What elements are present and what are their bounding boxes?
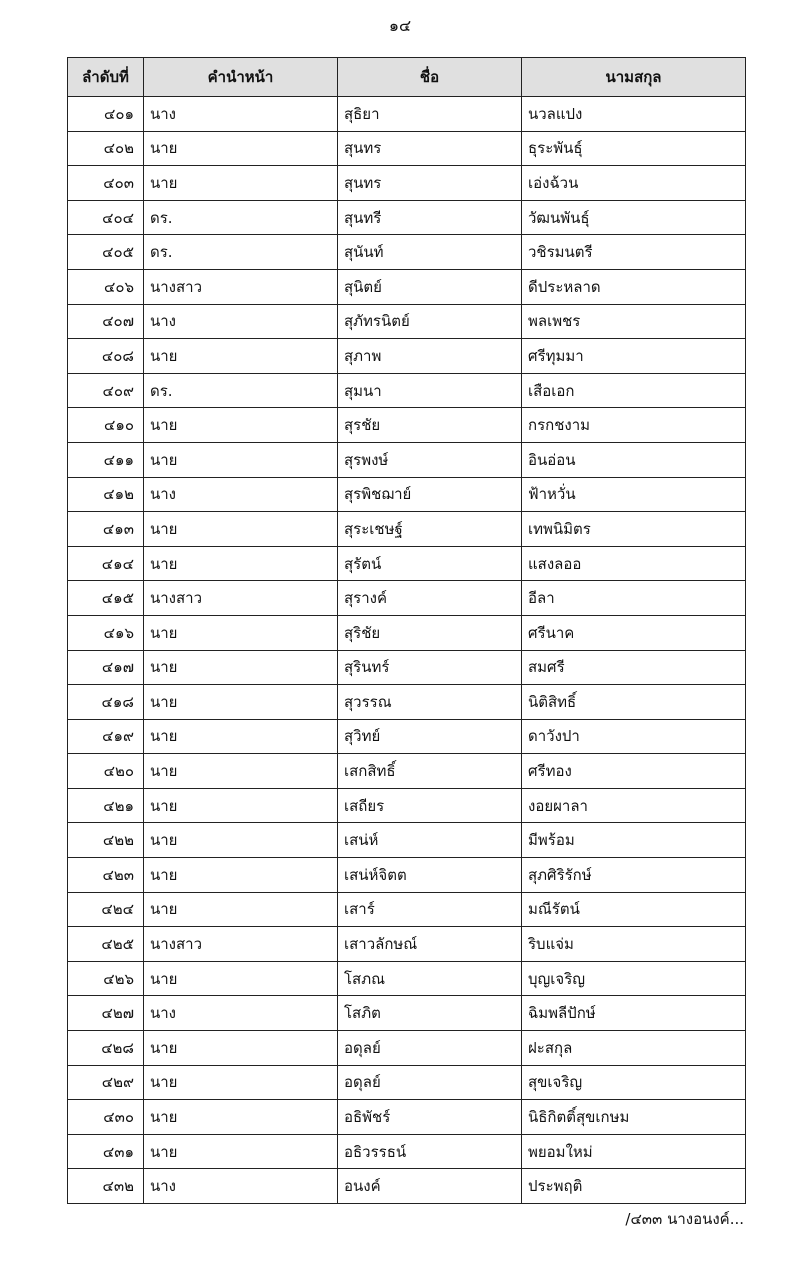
- table-row: [68, 408, 746, 443]
- table-row: [68, 1134, 746, 1169]
- last-name-cell: ฝะสกุล: [522, 1031, 746, 1066]
- table-row: [68, 927, 746, 962]
- last-name-cell: สุขเจริญ: [522, 1065, 746, 1100]
- table-row: [68, 788, 746, 823]
- table-row: [68, 269, 746, 304]
- order-cell: ๔๐๓: [68, 166, 144, 201]
- first-name-cell: อนงค์: [338, 1169, 522, 1204]
- last-name-cell: ประพฤติ: [522, 1169, 746, 1204]
- first-name-cell: สุระเชษฐ์: [338, 512, 522, 547]
- table-row: [68, 892, 746, 927]
- title-cell: นาง: [144, 97, 338, 132]
- order-cell: ๔๒๕: [68, 927, 144, 962]
- title-cell: นาย: [144, 719, 338, 754]
- order-cell: ๔๐๖: [68, 269, 144, 304]
- title-cell: นาย: [144, 754, 338, 789]
- first-name-cell: สุธิยา: [338, 97, 522, 132]
- order-cell: ๔๓๒: [68, 1169, 144, 1204]
- title-cell: นาย: [144, 892, 338, 927]
- last-name-cell: บุญเจริญ: [522, 961, 746, 996]
- title-cell: นาย: [144, 131, 338, 166]
- first-name-cell: เสาร์: [338, 892, 522, 927]
- order-cell: ๔๐๔: [68, 200, 144, 235]
- order-cell: ๔๓๑: [68, 1134, 144, 1169]
- table-row: [68, 719, 746, 754]
- last-name-cell: ศรีทอง: [522, 754, 746, 789]
- title-cell: นาย: [144, 546, 338, 581]
- table-row: [68, 650, 746, 685]
- table-row: [68, 235, 746, 270]
- first-name-cell: สุนทรี: [338, 200, 522, 235]
- first-name-cell: เสน่ห์: [338, 823, 522, 858]
- title-cell: นาย: [144, 1031, 338, 1066]
- first-name-cell: สุวิทย์: [338, 719, 522, 754]
- title-cell: นาง: [144, 304, 338, 339]
- first-name-cell: สุภัทรนิตย์: [338, 304, 522, 339]
- table-row: [68, 1100, 746, 1135]
- title-cell: นาย: [144, 650, 338, 685]
- title-cell: นาย: [144, 442, 338, 477]
- title-cell: นาย: [144, 1100, 338, 1135]
- first-name-cell: อธิวรรธน์: [338, 1134, 522, 1169]
- order-cell: ๔๐๒: [68, 131, 144, 166]
- title-cell: นางสาว: [144, 581, 338, 616]
- title-cell: นาง: [144, 477, 338, 512]
- first-name-cell: เสาวลักษณ์: [338, 927, 522, 962]
- first-name-cell: สุนันท์: [338, 235, 522, 270]
- order-cell: ๔๒๖: [68, 961, 144, 996]
- first-name-cell: เสถียร: [338, 788, 522, 823]
- table-row: [68, 754, 746, 789]
- table-row: [68, 166, 746, 201]
- last-name-cell: เสือเอก: [522, 373, 746, 408]
- table-row: [68, 1169, 746, 1204]
- order-cell: ๔๐๘: [68, 339, 144, 374]
- last-name-cell: ศรีทุมมา: [522, 339, 746, 374]
- first-name-cell: สุรัตน์: [338, 546, 522, 581]
- last-name-cell: ริบแจ่ม: [522, 927, 746, 962]
- order-cell: ๔๐๗: [68, 304, 144, 339]
- last-name-cell: เทพนิมิตร: [522, 512, 746, 547]
- header-first-name: ชื่อ: [338, 58, 522, 97]
- last-name-cell: ฉิมพลีปักษ์: [522, 996, 746, 1031]
- order-cell: ๔๑๓: [68, 512, 144, 547]
- first-name-cell: สุรพงษ์: [338, 442, 522, 477]
- title-cell: นาย: [144, 512, 338, 547]
- last-name-cell: พลเพชร: [522, 304, 746, 339]
- header-title: คำนำหน้า: [144, 58, 338, 97]
- order-cell: ๔๒๔: [68, 892, 144, 927]
- order-cell: ๔๒๓: [68, 858, 144, 893]
- last-name-cell: ดีประหลาด: [522, 269, 746, 304]
- first-name-cell: อดุลย์: [338, 1065, 522, 1100]
- last-name-cell: งอยผาลา: [522, 788, 746, 823]
- table-row: [68, 615, 746, 650]
- first-name-cell: สุรินทร์: [338, 650, 522, 685]
- title-cell: นาย: [144, 166, 338, 201]
- title-cell: นาย: [144, 685, 338, 720]
- last-name-cell: นิธิกิตติ์สุขเกษม: [522, 1100, 746, 1135]
- first-name-cell: สุนทร: [338, 166, 522, 201]
- first-name-cell: สุภาพ: [338, 339, 522, 374]
- title-cell: นาย: [144, 961, 338, 996]
- title-cell: นาย: [144, 1134, 338, 1169]
- table-row: [68, 961, 746, 996]
- last-name-cell: ธุระพันธุ์: [522, 131, 746, 166]
- header-last-name: นามสกุล: [522, 58, 746, 97]
- last-name-cell: วัฒนพันธุ์: [522, 200, 746, 235]
- first-name-cell: สุนทร: [338, 131, 522, 166]
- last-name-cell: ฟ้าหวั่น: [522, 477, 746, 512]
- table-row: [68, 546, 746, 581]
- order-cell: ๔๑๒: [68, 477, 144, 512]
- first-name-cell: อดุลย์: [338, 1031, 522, 1066]
- title-cell: นาง: [144, 996, 338, 1031]
- table-row: [68, 373, 746, 408]
- order-cell: ๔๑๖: [68, 615, 144, 650]
- title-cell: นาย: [144, 788, 338, 823]
- first-name-cell: สุนิตย์: [338, 269, 522, 304]
- order-cell: ๔๑๕: [68, 581, 144, 616]
- title-cell: นางสาว: [144, 927, 338, 962]
- order-cell: ๔๐๙: [68, 373, 144, 408]
- header-order: ลำดับที่: [68, 58, 144, 97]
- title-cell: ดร.: [144, 200, 338, 235]
- title-cell: ดร.: [144, 235, 338, 270]
- order-cell: ๔๒๐: [68, 754, 144, 789]
- last-name-cell: ศรีนาค: [522, 615, 746, 650]
- last-name-cell: วชิรมนตรี: [522, 235, 746, 270]
- title-cell: นาย: [144, 408, 338, 443]
- table-row: [68, 131, 746, 166]
- last-name-cell: อินอ่อน: [522, 442, 746, 477]
- first-name-cell: โสภิต: [338, 996, 522, 1031]
- title-cell: นางสาว: [144, 269, 338, 304]
- table-row: [68, 442, 746, 477]
- table-row: [68, 304, 746, 339]
- last-name-cell: เอ่งฉ้วน: [522, 166, 746, 201]
- last-name-cell: พยอมใหม่: [522, 1134, 746, 1169]
- title-cell: นาย: [144, 615, 338, 650]
- last-name-cell: อีลา: [522, 581, 746, 616]
- page-number: ๑๔: [388, 16, 412, 35]
- order-cell: ๔๒๗: [68, 996, 144, 1031]
- table-row: [68, 685, 746, 720]
- order-cell: ๔๐๑: [68, 97, 144, 132]
- order-cell: ๔๐๕: [68, 235, 144, 270]
- title-cell: นาย: [144, 339, 338, 374]
- title-cell: นาย: [144, 823, 338, 858]
- order-cell: ๔๒๒: [68, 823, 144, 858]
- first-name-cell: อธิพัชร์: [338, 1100, 522, 1135]
- table-row: [68, 581, 746, 616]
- first-name-cell: สุมนา: [338, 373, 522, 408]
- table-row: [68, 823, 746, 858]
- order-cell: ๔๑๔: [68, 546, 144, 581]
- first-name-cell: เสกสิทธิ์: [338, 754, 522, 789]
- order-cell: ๔๒๙: [68, 1065, 144, 1100]
- last-name-cell: มีพร้อม: [522, 823, 746, 858]
- table-row: [68, 477, 746, 512]
- order-cell: ๔๓๐: [68, 1100, 144, 1135]
- table-row: [68, 512, 746, 547]
- table-row: [68, 200, 746, 235]
- last-name-cell: สุภศิริรักษ์: [522, 858, 746, 893]
- order-cell: ๔๒๑: [68, 788, 144, 823]
- name-roster-table: [67, 57, 746, 1204]
- title-cell: ดร.: [144, 373, 338, 408]
- order-cell: ๔๑๗: [68, 650, 144, 685]
- table-row: [68, 996, 746, 1031]
- table-body: [68, 97, 746, 1204]
- first-name-cell: สุรพิชฌาย์: [338, 477, 522, 512]
- order-cell: ๔๑๙: [68, 719, 144, 754]
- last-name-cell: สมศรี: [522, 650, 746, 685]
- order-cell: ๔๒๘: [68, 1031, 144, 1066]
- table-row: [68, 339, 746, 374]
- title-cell: นาย: [144, 1065, 338, 1100]
- last-name-cell: แสงลออ: [522, 546, 746, 581]
- order-cell: ๔๑๑: [68, 442, 144, 477]
- table-row: [68, 97, 746, 132]
- last-name-cell: นิติสิทธิ์: [522, 685, 746, 720]
- last-name-cell: กรกชงาม: [522, 408, 746, 443]
- title-cell: นาย: [144, 858, 338, 893]
- continuation-note: /๔๓๓ นางอนงค์...: [625, 1210, 744, 1228]
- table-row: [68, 1065, 746, 1100]
- order-cell: ๔๑๐: [68, 408, 144, 443]
- table-row: [68, 858, 746, 893]
- last-name-cell: มณีรัตน์: [522, 892, 746, 927]
- first-name-cell: สุรางค์: [338, 581, 522, 616]
- last-name-cell: ดาวังปา: [522, 719, 746, 754]
- title-cell: นาง: [144, 1169, 338, 1204]
- first-name-cell: เสน่ห์จิตต: [338, 858, 522, 893]
- first-name-cell: สุวรรณ: [338, 685, 522, 720]
- first-name-cell: สุริชัย: [338, 615, 522, 650]
- last-name-cell: นวลแปง: [522, 97, 746, 132]
- first-name-cell: สุรชัย: [338, 408, 522, 443]
- order-cell: ๔๑๘: [68, 685, 144, 720]
- table-row: [68, 1031, 746, 1066]
- first-name-cell: โสภณ: [338, 961, 522, 996]
- table-header-row: [68, 58, 746, 97]
